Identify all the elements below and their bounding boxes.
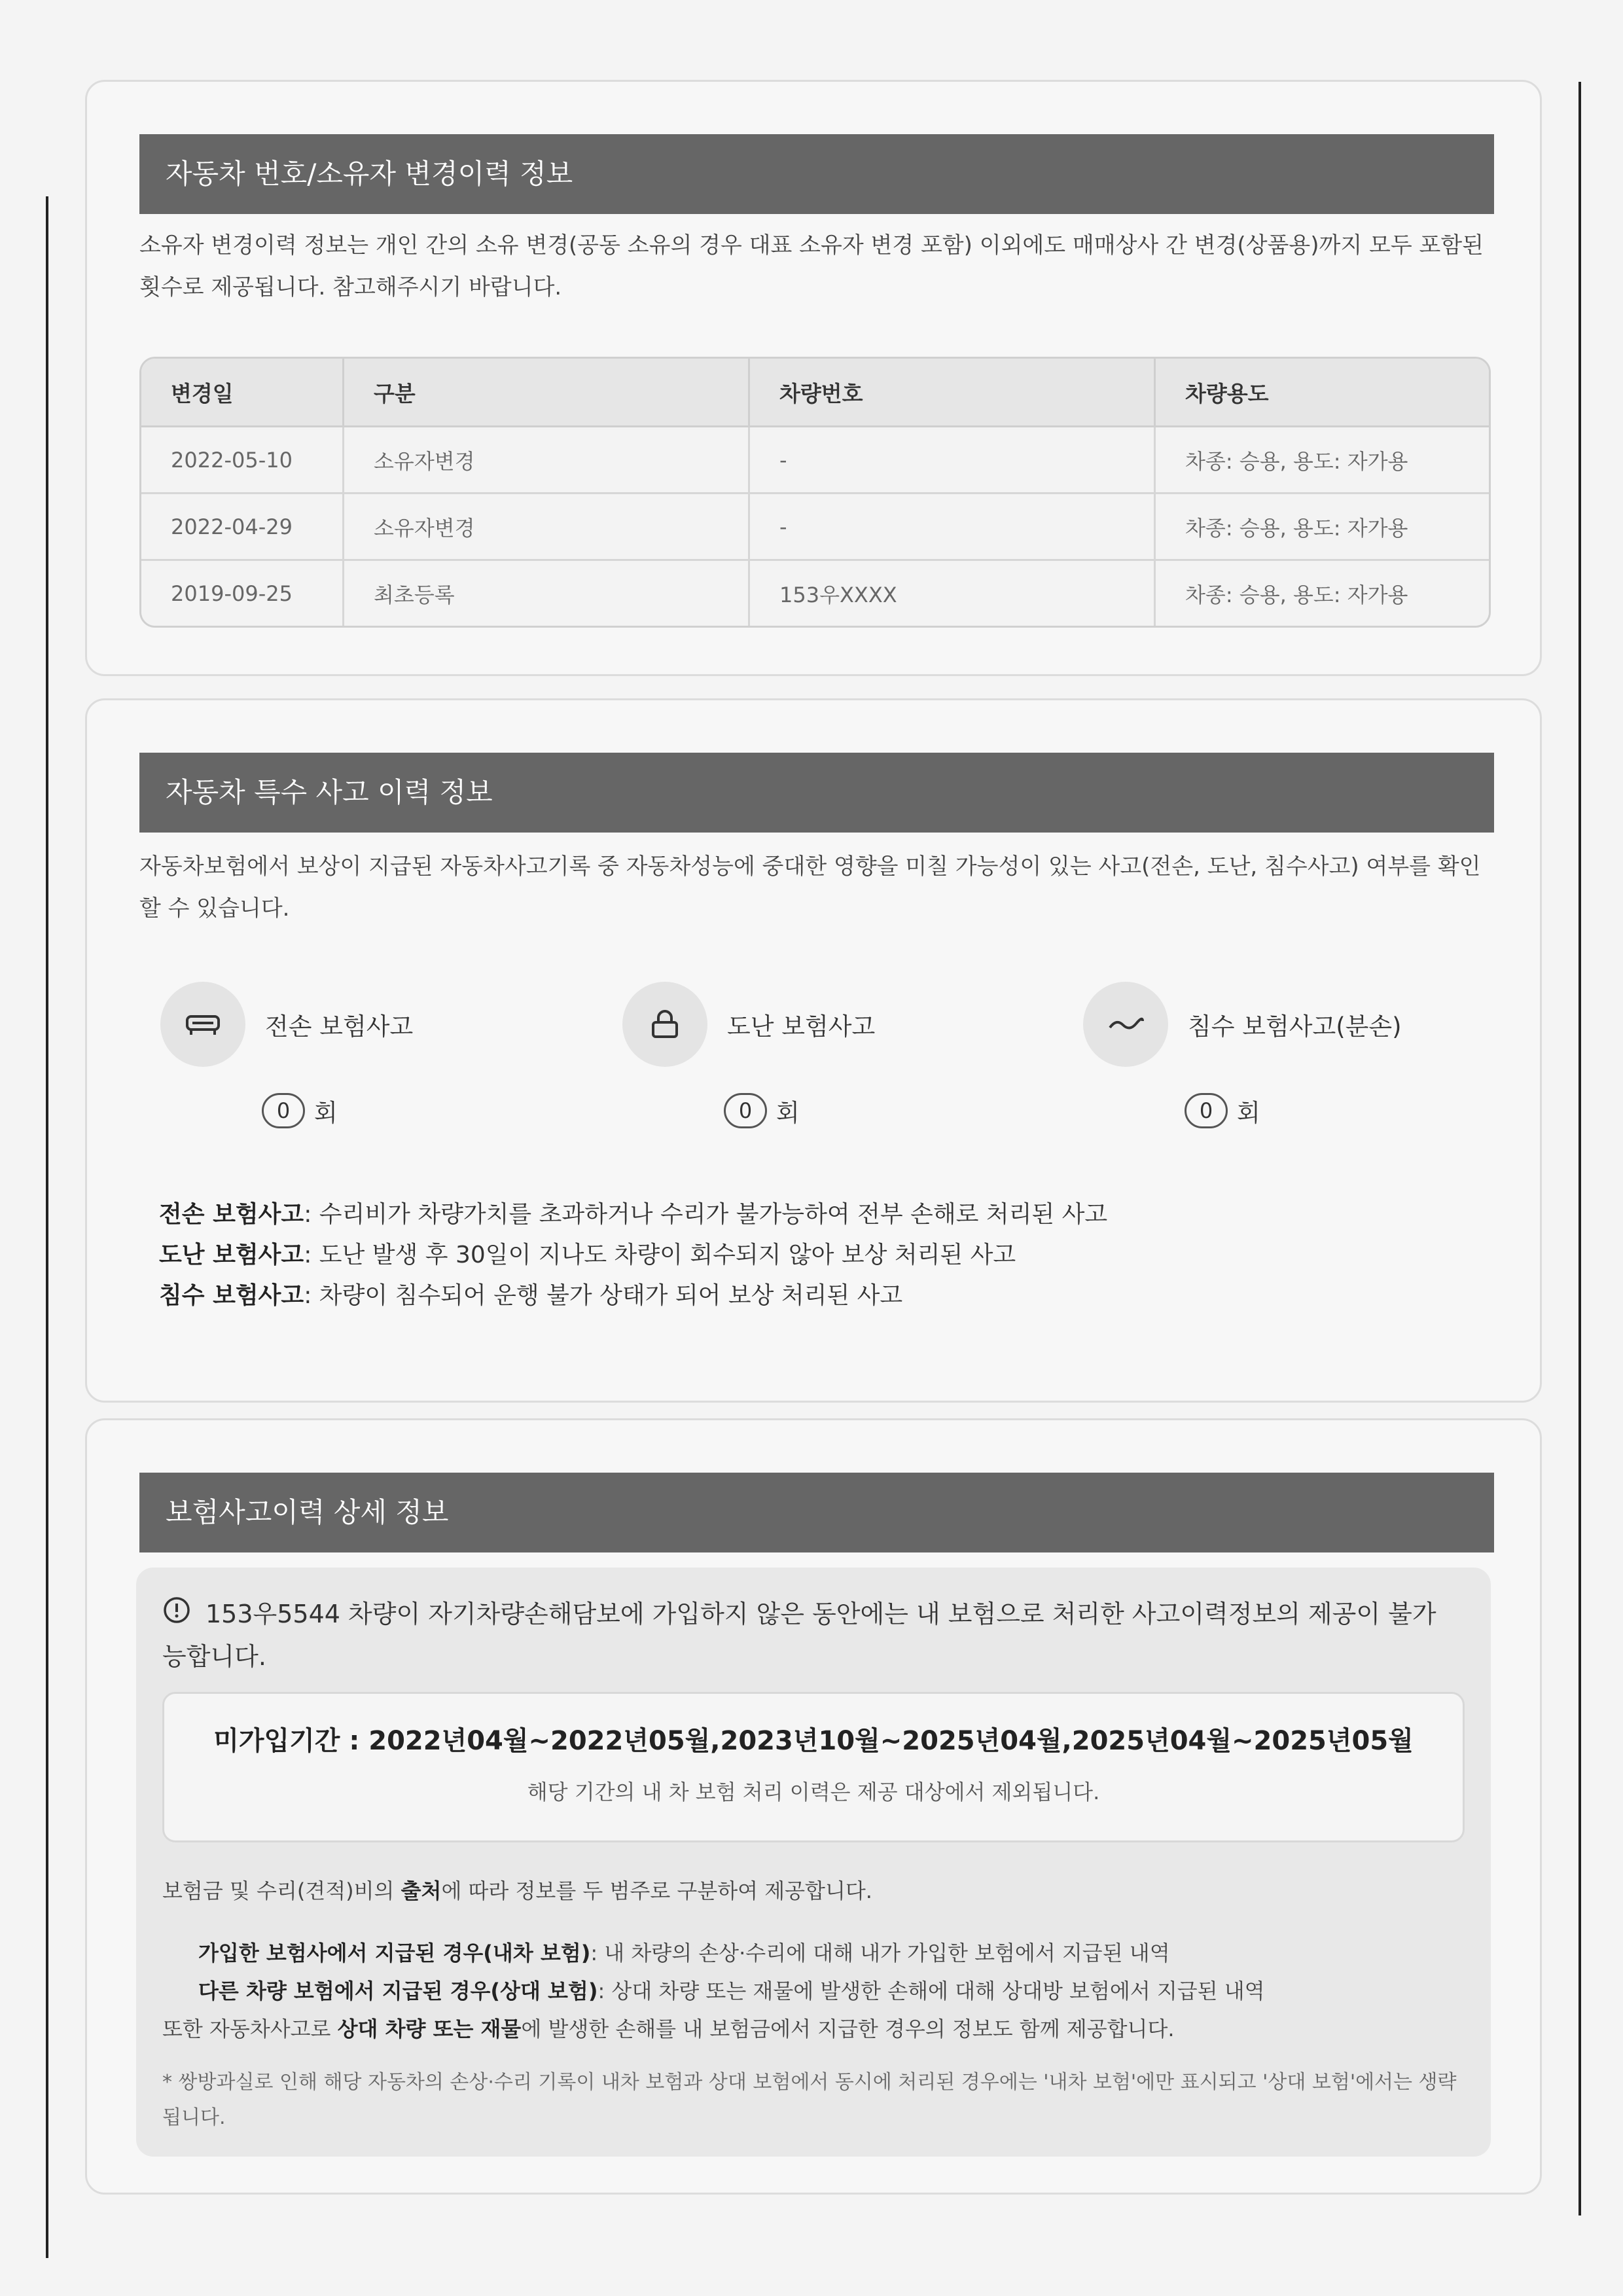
owner-history-card — [85, 80, 1542, 676]
section-description: 자동차보험에서 보상이 지급된 자동차사고기록 중 자동차성능에 중대한 영향을 미칠 가능성이 있는 사고(전손, 도난, 침수사고) 여부를 확인할 수 있습니다. — [139, 853, 1481, 922]
car-icon — [160, 982, 245, 1067]
table-cell: 소유자변경 — [344, 494, 750, 561]
table-cell: 차종: 승용, 용도: 자가용 — [1156, 561, 1489, 626]
table-cell: 차종: 승용, 용도: 자가용 — [1156, 494, 1489, 561]
count-value: 0 — [262, 1093, 305, 1128]
info-line — [162, 1872, 872, 1910]
count-unit: 회 — [314, 1099, 338, 1127]
wave-icon — [1083, 982, 1168, 1067]
table-cell: 최초등록 — [344, 561, 750, 626]
table-header-row — [141, 359, 1489, 427]
table-cell: - — [750, 494, 1156, 561]
table-row — [141, 561, 1489, 626]
info-bold: 출처 — [401, 1878, 442, 1903]
info-text: 또한 자동차사고로 — [162, 2017, 338, 2041]
info-text: : 상대 차량 또는 재물에 발생한 손해에 대해 상대방 보험에서 지급된 내역 — [597, 1979, 1265, 2003]
table-cell: - — [750, 427, 1156, 494]
definition-term: 도난 보험사고 — [159, 1242, 304, 1268]
accident-flood — [1083, 982, 1502, 1132]
definition-text: : 수리비가 차량가치를 초과하거나 수리가 불가능하여 전부 손해로 처리된 사고 — [304, 1201, 1108, 1228]
column-header: 구분 — [344, 359, 750, 427]
count-unit: 회 — [1237, 1099, 1260, 1127]
section-title: 자동차 특수 사고 이력 정보 — [139, 753, 1494, 833]
accident-label: 도난 보험사고 — [727, 1013, 876, 1041]
column-header: 차량용도 — [1156, 359, 1489, 427]
definition-total-loss — [159, 1194, 1107, 1235]
notice-box — [136, 1568, 1491, 2157]
accident-count — [724, 1093, 800, 1128]
table-row — [141, 427, 1489, 494]
page-edge-left — [46, 196, 48, 2258]
page-edge-right — [1578, 82, 1581, 2215]
count-value: 0 — [1185, 1093, 1228, 1128]
info-text: 에 발생한 손해를 내 보험금에서 지급한 경우의 정보도 함께 제공합니다. — [521, 2017, 1175, 2041]
table-cell: 2022-04-29 — [141, 494, 344, 561]
info-text: 에 따라 정보를 두 범주로 구분하여 제공합니다. — [441, 1878, 872, 1903]
definition-text: : 차량이 침수되어 운행 불가 상태가 되어 보상 처리된 사고 — [304, 1282, 903, 1309]
accident-theft — [622, 982, 1041, 1132]
notice-text: 153우5544 차량이 자기차량손해담보에 가입하지 않은 동안에는 내 보험으로 처리한 사고이력정보의 제공이 불가능합니다. — [162, 1600, 1436, 1671]
table-cell: 차종: 승용, 용도: 자가용 — [1156, 427, 1489, 494]
definition-theft — [159, 1235, 1016, 1276]
info-text: 보험금 및 수리(견적)비의 — [162, 1878, 401, 1903]
definition-term: 전손 보험사고 — [159, 1201, 304, 1228]
table-row — [141, 494, 1489, 561]
info-bold: 다른 차량 보험에서 지급된 경우(상대 보험) — [198, 1979, 598, 2003]
accident-total-loss — [160, 982, 579, 1132]
table-cell: 2019-09-25 — [141, 561, 344, 626]
table-cell: 소유자변경 — [344, 427, 750, 494]
section-description: 소유자 변경이력 정보는 개인 간의 소유 변경(공동 소유의 경우 대표 소유자 변경 포함) 이외에도 매매상사 간 변경(상품용)까지 모두 포함된 횟수로 제공됩니다. 참고해주시기 바랍니다. — [139, 232, 1484, 300]
accident-count — [1185, 1093, 1260, 1128]
period-title: 미가입기간 : 2022년04월~2022년05월,2023년10월~2025년04월,2025년04월~2025년05월 — [213, 1726, 1414, 1756]
section-title: 자동차 번호/소유자 변경이력 정보 — [139, 134, 1494, 214]
definition-term: 침수 보험사고 — [159, 1282, 304, 1309]
count-value: 0 — [724, 1093, 767, 1128]
section-title: 보험사고이력 상세 정보 — [139, 1473, 1494, 1552]
footnote: * 쌍방과실로 인해 해당 자동차의 손상·수리 기록이 내차 보험과 상대 보험에서 동시에 처리된 경우에는 '내차 보험'에만 표시되고 '상대 보험'에서는 생략됩니다. — [162, 2071, 1457, 2129]
lock-icon — [622, 982, 707, 1067]
count-unit: 회 — [776, 1099, 800, 1127]
accident-label: 전손 보험사고 — [265, 1013, 414, 1041]
accident-count — [262, 1093, 338, 1128]
period-subtitle: 해당 기간의 내 차 보험 처리 이력은 제공 대상에서 제외됩니다. — [527, 1780, 1100, 1804]
insurance-detail-card — [85, 1418, 1542, 2195]
info-line — [162, 2010, 1175, 2048]
info-line — [198, 1934, 1170, 1972]
column-header: 변경일 — [141, 359, 344, 427]
owner-history-table — [139, 357, 1491, 628]
info-line — [198, 1972, 1265, 2010]
table-cell: 2022-05-10 — [141, 427, 344, 494]
accident-label: 침수 보험사고(분손) — [1188, 1013, 1402, 1041]
definition-flood — [159, 1276, 902, 1316]
info-bold: 가입한 보험사에서 지급된 경우(내차 보험) — [198, 1941, 591, 1965]
info-text: : 내 차량의 손상·수리에 대해 내가 가입한 보험에서 지급된 내역 — [590, 1941, 1170, 1965]
notice-text-block — [162, 1594, 1458, 1677]
column-header: 차량번호 — [750, 359, 1156, 427]
definition-text: : 도난 발생 후 30일이 지나도 차량이 회수되지 않아 보상 처리된 사고 — [304, 1242, 1016, 1268]
table-cell: 153우XXXX — [750, 561, 1156, 626]
unsubscribed-period-box — [162, 1692, 1465, 1842]
info-bold: 상대 차량 또는 재물 — [337, 2017, 522, 2041]
special-accident-card — [85, 698, 1542, 1403]
alert-icon — [162, 1596, 191, 1636]
